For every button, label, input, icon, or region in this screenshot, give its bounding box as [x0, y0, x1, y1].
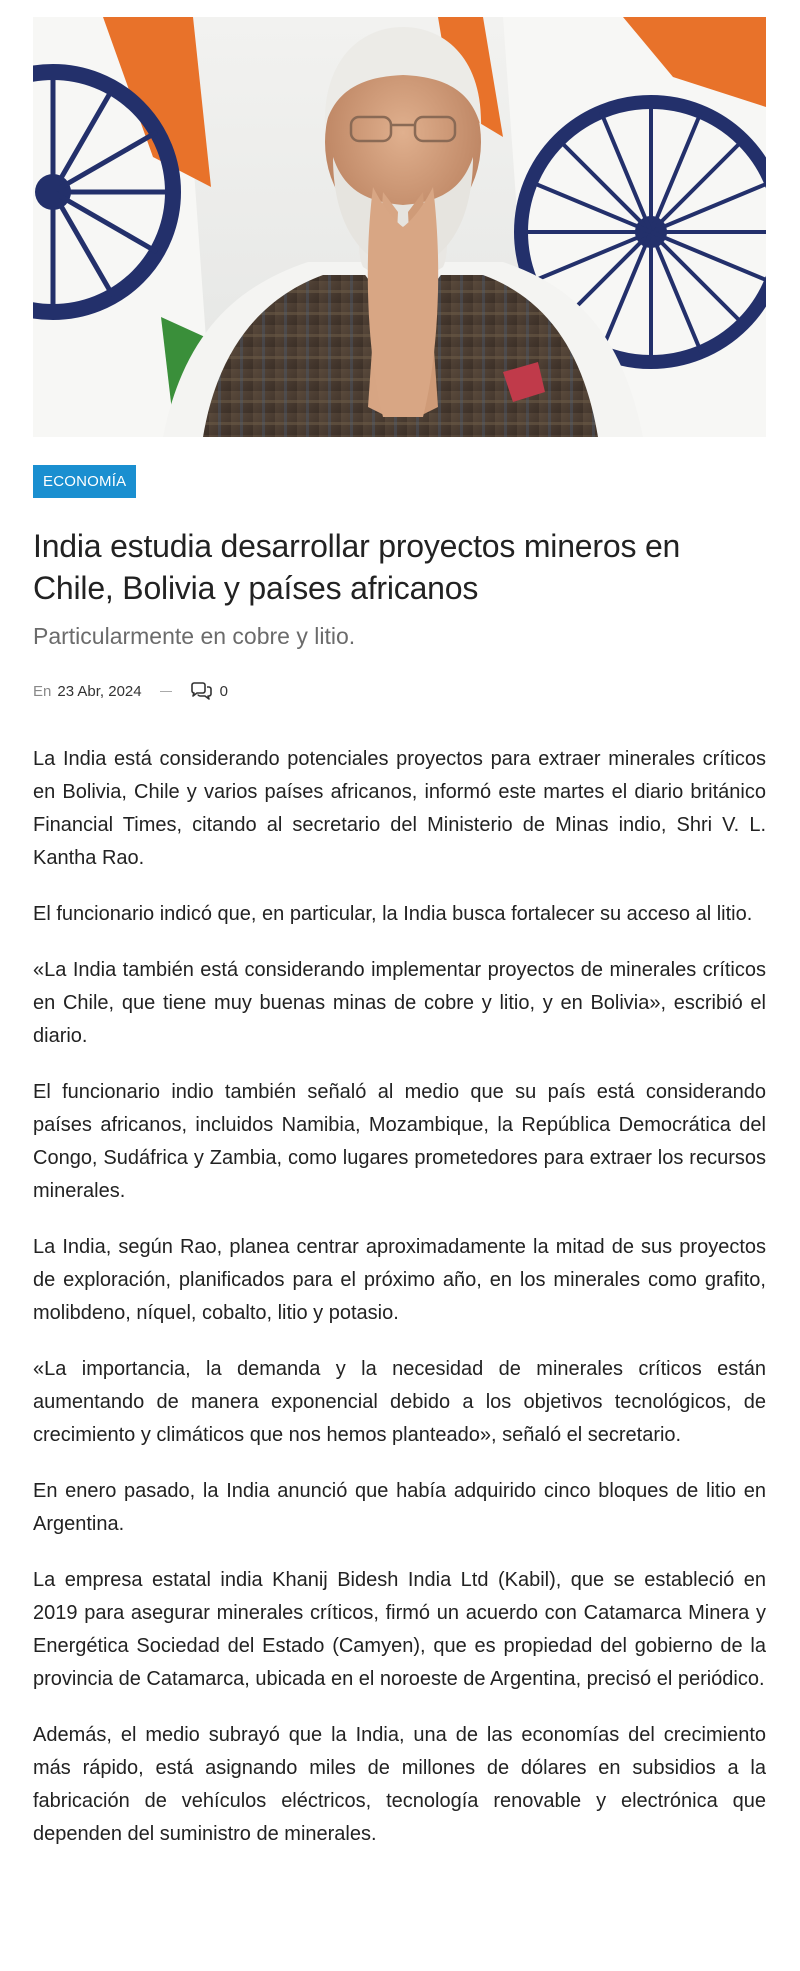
date-prefix: En — [33, 682, 52, 700]
meta-separator — [160, 691, 172, 692]
paragraph: En enero pasado, la India anunció que había adquirido cinco bloques de litio en Argentina. — [33, 1480, 766, 1535]
article-hero-image — [33, 17, 766, 437]
paragraph: «La importancia, la demanda y la necesidad de minerales críticos están aumentando de manera exponencial debido a los objetivos tecnológicos, de crecimiento y climáticos que nos hemos planteado», señaló el secretario. — [33, 1358, 766, 1446]
paragraph: El funcionario indicó que, en particular, la India busca fortalecer su acceso al litio. — [33, 903, 753, 925]
article-title: India estudia desarrollar proyectos mineros en Chile, Bolivia y países africanos — [33, 528, 681, 606]
article — [33, 17, 766, 1874]
paragraph: La empresa estatal india Khanij Bidesh India Ltd (Kabil), que se estableció en 2019 para asegurar minerales críticos, firmó un acuerdo con Catamarca Minera y Energética Sociedad del Estado (Camyen), que es propiedad del gobierno de la provincia de Catamarca, ubicada en el noroeste de Argentina, precisó el periódico. — [33, 1569, 766, 1690]
paragraph: Además, el medio subrayó que la India, una de las economías del crecimiento más rápido, está asignando miles de millones de dólares en subsidios a la fabricación de vehículos eléctricos, tecnología renovable y electrónica que dependen del suministro de minerales. — [33, 1724, 766, 1845]
comments-icon[interactable] — [190, 682, 212, 700]
paragraph: La India está considerando potenciales proyectos para extraer minerales críticos en Bolivia, Chile y varios países africanos, informó este martes el diario británico Financial Times, citando al secretario del Ministerio de Minas indio, Shri V. L. Kantha Rao. — [33, 748, 766, 869]
paragraph: La India, según Rao, planea centrar aproximadamente la mitad de sus proyectos de exploración, planificados para el próximo año, en los minerales como grafito, molibdeno, níquel, cobalto, litio y potasio. — [33, 1236, 766, 1324]
article-subtitle: Particularmente en cobre y litio. — [33, 623, 356, 649]
article-meta — [33, 679, 766, 703]
category-badge[interactable]: ECONOMÍA — [33, 465, 136, 498]
comment-count[interactable]: 0 — [219, 682, 228, 700]
publish-date: 23 Abr, 2024 — [57, 682, 142, 700]
article-body — [33, 743, 766, 1851]
paragraph: «La India también está considerando implementar proyectos de minerales críticos en Chile, que tiene muy buenas minas de cobre y litio, y en Bolivia», escribió el diario. — [33, 959, 766, 1047]
paragraph: El funcionario indio también señaló al medio que su país está considerando países africanos, incluidos Namibia, Mozambique, la República Democrática del Congo, Sudáfrica y Zambia, como lugares prometedores para extraer los recursos minerales. — [33, 1081, 766, 1202]
